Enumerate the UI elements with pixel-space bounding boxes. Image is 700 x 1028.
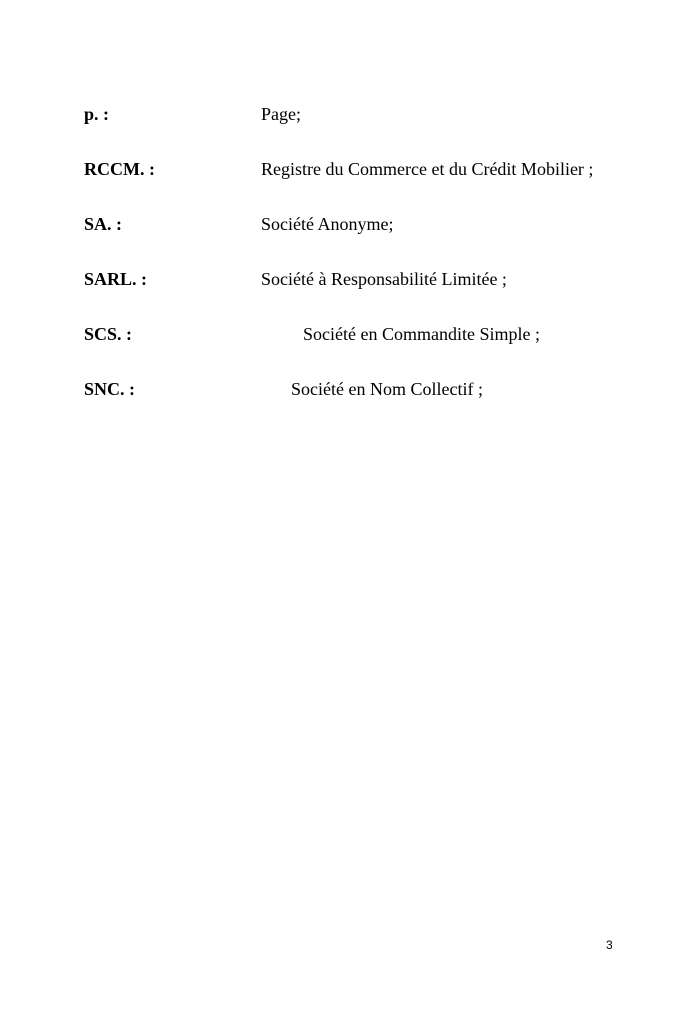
abbreviation-term: SA. : [84,214,123,234]
abbreviation-entry-scs [84,321,644,376]
page-number: 3 [606,938,613,952]
abbreviation-term: SCS. : [84,324,133,344]
abbreviation-definition: Société en Commandite Simple ; [303,324,540,344]
abbreviation-entry-p [84,101,644,156]
abbreviation-definition: Page; [261,104,301,124]
abbreviation-list [84,101,644,431]
abbreviation-term: SARL. : [84,269,148,289]
abbreviation-term: SNC. : [84,379,136,399]
abbreviation-entry-sa [84,211,644,266]
abbreviation-entry-rccm [84,156,644,211]
abbreviation-definition: Société en Nom Collectif ; [291,379,483,399]
abbreviation-entry-snc [84,376,644,431]
abbreviation-definition: Société à Responsabilité Limitée ; [261,269,507,289]
abbreviation-entry-sarl [84,266,644,321]
abbreviation-definition: Société Anonyme; [261,214,394,234]
abbreviation-term: p. : [84,104,110,124]
abbreviation-term: RCCM. : [84,159,155,179]
abbreviation-definition: Registre du Commerce et du Crédit Mobilier ; [261,159,594,179]
